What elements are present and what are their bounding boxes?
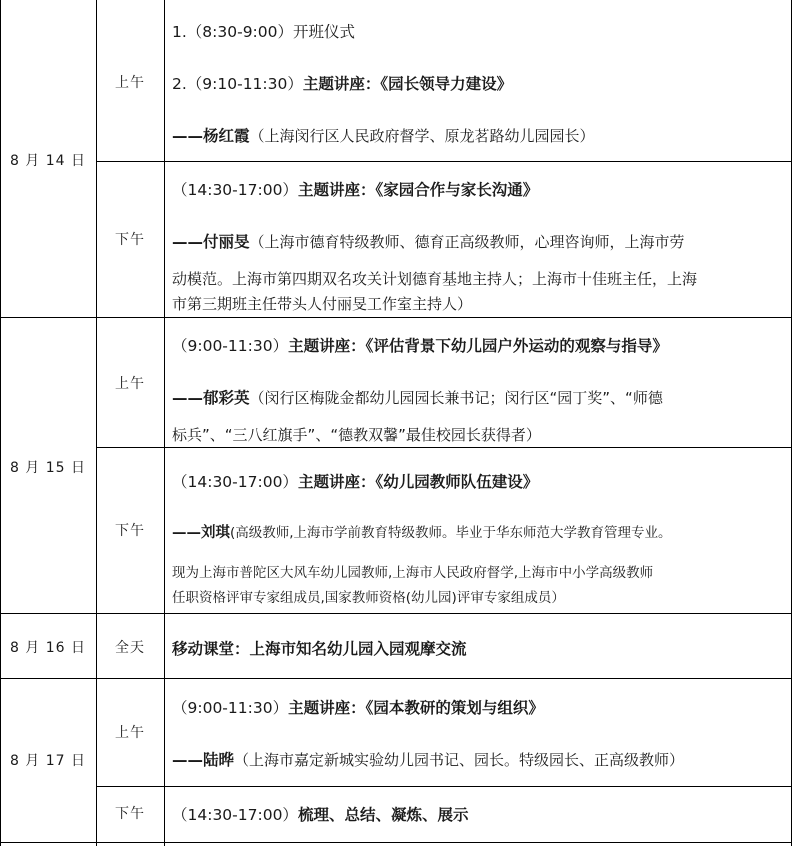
speaker-name: 付丽旻 [203,233,250,251]
speaker-line [172,386,663,408]
speaker-bio: （闵行区梅陇金都幼儿园园长兼书记；闵行区“园丁奖”、“师德 [249,389,663,407]
agenda-item [172,803,468,825]
row-divider [96,161,792,162]
agenda-title: 主题讲座：《园本教研的策划与组织》 [288,699,544,717]
agenda-title: 主题讲座：《园长领导力建设》 [302,75,513,93]
speaker-bio: 任职资格评审专家组成员,国家教师资格(幼儿园)评审专家组成员） [172,590,565,606]
speaker-bio: 市第三期班主任带头人付丽旻工作室主持人） [172,295,473,313]
table-border-left [0,0,1,846]
period-cell: 下午 [115,806,145,822]
column-divider-date [96,0,97,846]
period-cell: 上午 [115,75,145,91]
agenda-item [172,20,355,42]
speaker-bio: (高级教师,上海市学前教育特级教师。毕业于华东师范大学教育管理专业。 [230,525,672,541]
speaker-name: 刘琪 [201,525,230,541]
period-cell: 上午 [115,725,145,741]
agenda-title: 移动课堂：上海市知名幼儿园入园观摩交流 [172,640,467,658]
period-cell: 下午 [115,232,145,248]
speaker-dash: —— [172,127,203,145]
column-divider-period [164,0,165,846]
agenda-title: 梳理、总结、凝炼、展示 [297,806,469,824]
agenda-item [172,470,538,492]
date-cell: 8 月 15 日 [9,460,87,476]
date-cell: 8 月 17 日 [9,753,87,769]
speaker-name: 杨红霞 [203,127,250,145]
row-divider [0,317,792,318]
speaker-dash: —— [172,233,203,251]
date-cell: 8 月 16 日 [9,640,87,656]
row-divider [0,678,792,679]
speaker-bio: （上海市德育特级教师、德育正高级教师，心理咨询师，上海市劳 [249,233,685,251]
period-cell: 下午 [115,523,145,539]
period-cell: 全天 [115,640,145,656]
agenda-item [172,696,544,718]
speaker-name: 郁彩英 [203,389,250,407]
agenda-time: （14:30-17:00） [172,473,298,491]
agenda-time: 1.（8:30-9:00） [172,23,293,41]
date-cell: 8 月 14 日 [9,153,87,169]
row-divider [0,613,792,614]
agenda-title: 主题讲座：《幼儿园教师队伍建设》 [297,473,539,491]
speaker-name: 陆晔 [203,751,235,769]
speaker-line [172,748,684,770]
speaker-bio: （上海市嘉定新城实验幼儿园书记、园长。特级园长、正高级教师） [234,751,685,769]
speaker-dash: —— [172,751,203,769]
speaker-line [172,521,672,542]
agenda-time: （9:00-11:30） [172,699,289,717]
table-border-right [791,0,792,846]
agenda-item [172,72,512,94]
speaker-bio: 动模范。上海市第四期双名攻关计划德育基地主持人；上海市十佳班主任，上海 [172,270,698,288]
agenda-item [172,178,538,200]
row-divider [0,842,792,843]
speaker-line [172,124,595,146]
agenda-time: （14:30-17:00） [172,806,298,824]
row-divider [96,786,792,787]
agenda-item [172,334,668,356]
speaker-line [172,230,685,252]
speaker-bio: 标兵”、“三八红旗手”、“德教双馨”最佳校园长获得者） [172,426,541,444]
speaker-dash: —— [172,525,201,541]
agenda-title: 主题讲座：《家园合作与家长沟通》 [297,181,539,199]
agenda-time: 2.（9:10-11:30） [172,75,303,93]
agenda-time: （9:00-11:30） [172,337,289,355]
period-cell: 上午 [115,376,145,392]
agenda-title: 开班仪式 [293,23,356,41]
speaker-bio: （上海闵行区人民政府督学、原龙茗路幼儿园园长） [249,127,595,145]
speaker-bio: 现为上海市普陀区大风车幼儿园教师,上海市人民政府督学,上海市中小学高级教师 [172,565,654,581]
agenda-item [172,637,467,659]
agenda-time: （14:30-17:00） [172,181,298,199]
row-divider [96,447,792,448]
speaker-dash: —— [172,389,203,407]
agenda-title: 主题讲座：《评估背景下幼儿园户外运动的观察与指导》 [288,337,668,355]
